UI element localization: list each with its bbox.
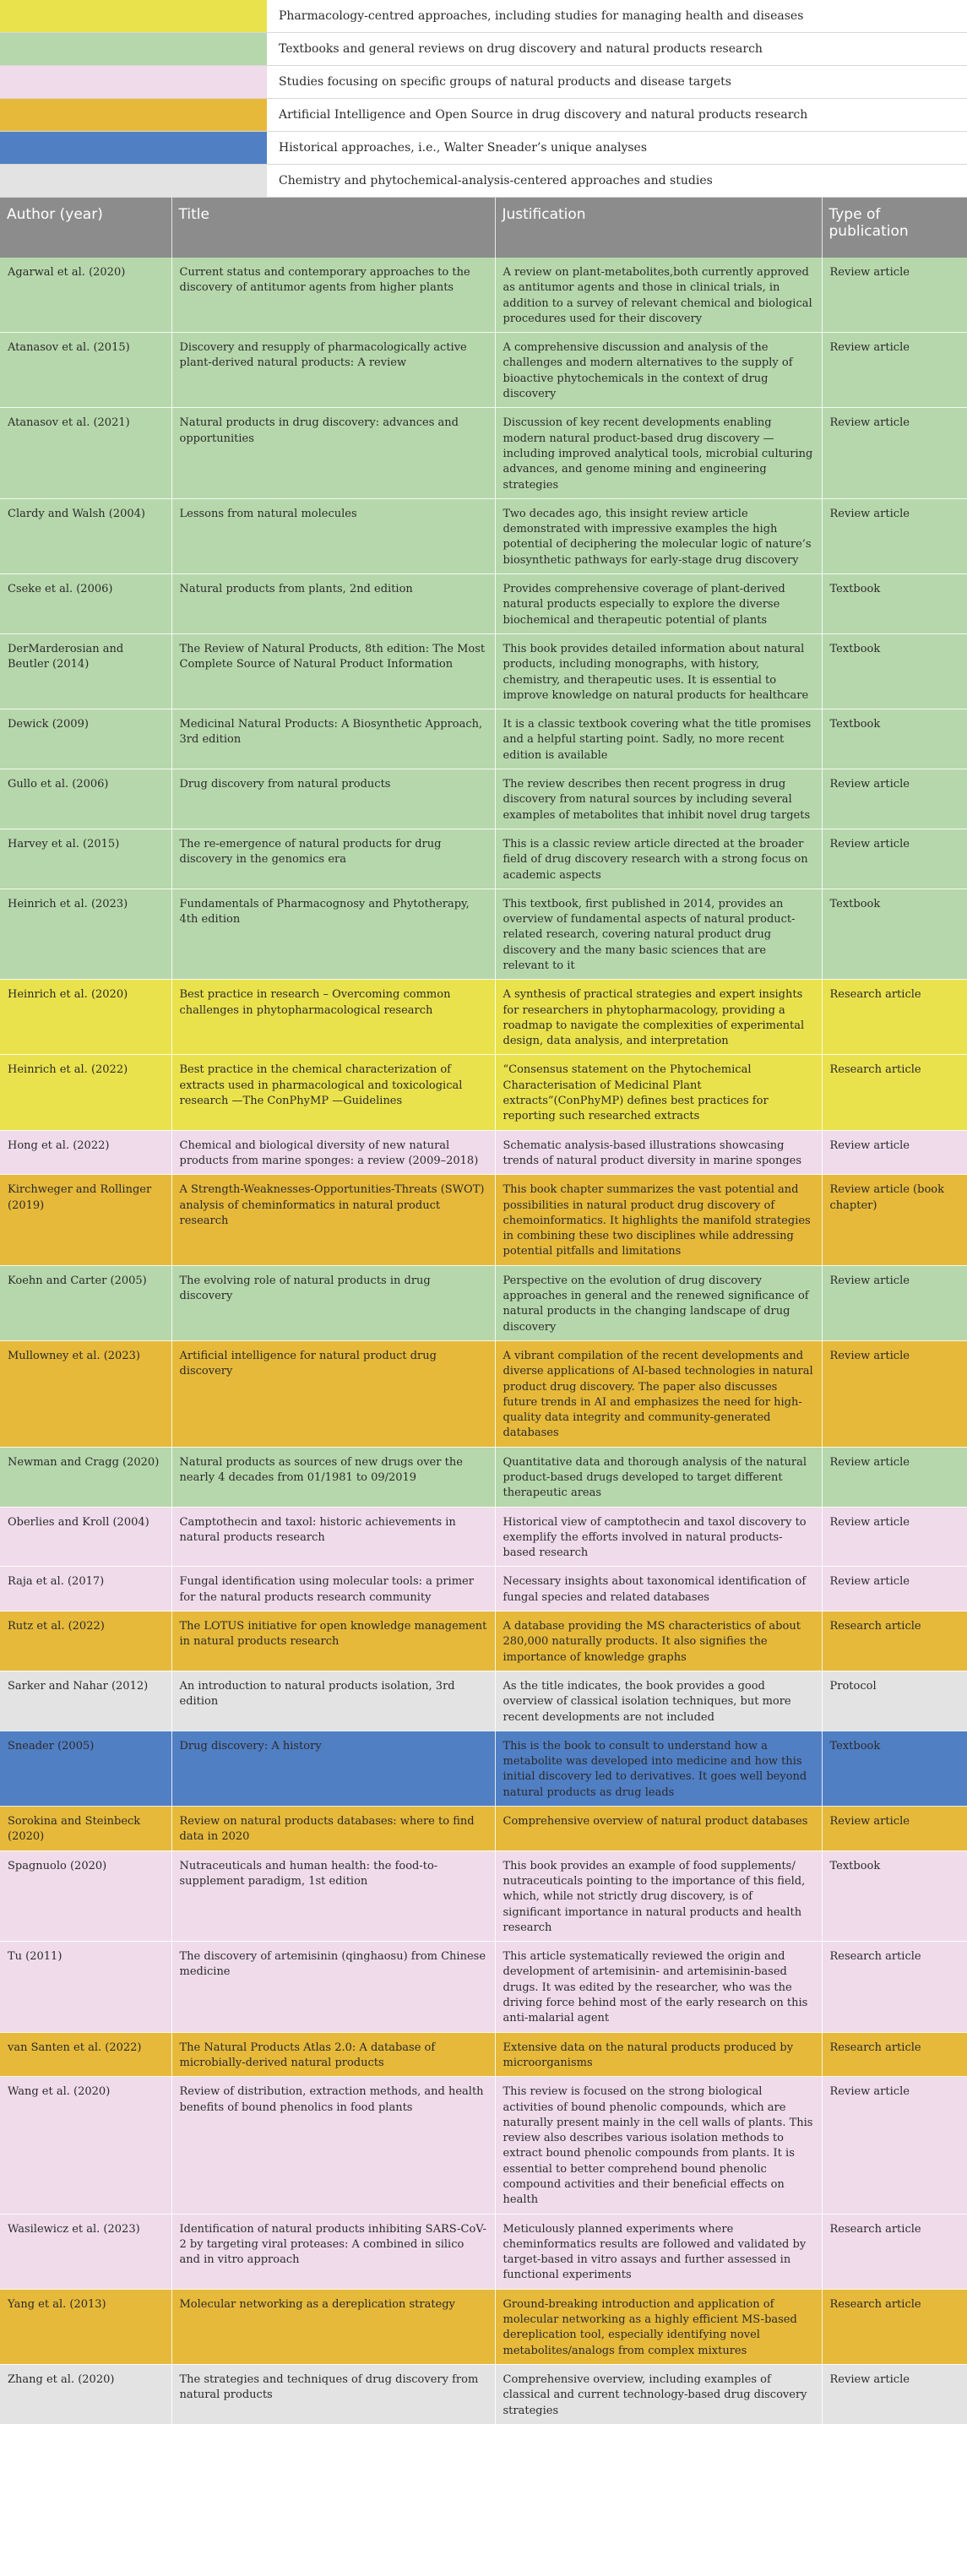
cell-title: Medicinal Natural Products: A Biosynthetic Approach, 3rd edition <box>171 709 495 769</box>
cell-justification: Perspective on the evolution of drug discovery approaches in general and the renewed significance of natural products in the changing landscape of drug discovery <box>495 1265 822 1340</box>
cell-title: Drug discovery from natural products <box>171 769 495 829</box>
legend-row <box>0 33 967 66</box>
cell-publication-type: Textbook <box>822 1850 967 1941</box>
cell-justification: Discussion of key recent developments enabling modern natural product-based drug discovery — including improved analytical tools, microbial culturing advances, and genome mining and engineering strategies <box>495 408 822 498</box>
cell-author: DerMarderosian and Beutler (2014) <box>0 633 171 709</box>
cell-justification: Provides comprehensive coverage of plant-derived natural products especially to explore the diverse biochemical and therapeutic potential of plants <box>495 574 822 634</box>
cell-publication-type: Review article <box>822 769 967 829</box>
cell-title: Nutraceuticals and human health: the food-to-supplement paradigm, 1st edition <box>171 1850 495 1941</box>
table-row <box>0 709 967 769</box>
cell-title: The evolving role of natural products in drug discovery <box>171 1265 495 1340</box>
cell-justification: A synthesis of practical strategies and expert insights for researchers in phytopharmacology, providing a roadmap to navigate the complexities of experimental design, data analysis, and interpretation <box>495 980 822 1055</box>
table-row <box>0 258 967 333</box>
cell-title: The re-emergence of natural products for drug discovery in the genomics era <box>171 829 495 889</box>
cell-title: An introduction to natural products isolation, 3rd edition <box>171 1671 495 1731</box>
cell-publication-type: Textbook <box>822 1731 967 1806</box>
cell-author: Rutz et al. (2022) <box>0 1611 171 1671</box>
table-row <box>0 1850 967 1941</box>
header-type: Type of publication <box>822 198 967 258</box>
cell-justification: As the title indicates, the book provides a good overview of classical isolation techniques, but more recent developments are not included <box>495 1671 822 1731</box>
table-header-row <box>0 198 967 258</box>
legend-label: Historical approaches, i.e., Walter Sneader’s unique analyses <box>267 132 967 164</box>
table-row <box>0 769 967 829</box>
cell-author: Hong et al. (2022) <box>0 1130 171 1175</box>
cell-title: Artificial intelligence for natural product drug discovery <box>171 1340 495 1447</box>
cell-publication-type: Research article <box>822 1611 967 1671</box>
cell-title: A Strength-Weaknesses-Opportunities-Threats (SWOT) analysis of cheminformatics in natural product research <box>171 1175 495 1265</box>
cell-justification: A database providing the MS characteristics of about 280,000 naturally products. It also signifies the importance of knowledge graphs <box>495 1611 822 1671</box>
cell-publication-type: Review article <box>822 829 967 889</box>
cell-justification: This is the book to consult to understand how a metabolite was developed into medicine and how this initial discovery led to derivatives. It goes well beyond natural products as drug leads <box>495 1731 822 1806</box>
legend-color-swatch <box>0 0 267 32</box>
table-row <box>0 1447 967 1507</box>
cell-author: Agarwal et al. (2020) <box>0 258 171 333</box>
cell-publication-type: Research article <box>822 2214 967 2289</box>
cell-title: Review on natural products databases: where to find data in 2020 <box>171 1807 495 1851</box>
cell-publication-type: Review article <box>822 258 967 333</box>
cell-title: Current status and contemporary approaches to the discovery of antitumor agents from higher plants <box>171 258 495 333</box>
cell-publication-type: Textbook <box>822 709 967 769</box>
cell-publication-type: Research article <box>822 2289 967 2364</box>
cell-author: Wasilewicz et al. (2023) <box>0 2214 171 2289</box>
cell-publication-type: Research article <box>822 1942 967 2032</box>
cell-title: Fundamentals of Pharmacognosy and Phytotherapy, 4th edition <box>171 889 495 979</box>
legend-label: Chemistry and phytochemical-analysis-centered approaches and studies <box>267 165 967 197</box>
cell-publication-type: Review article (book chapter) <box>822 1175 967 1265</box>
cell-justification: This textbook, first published in 2014, provides an overview of fundamental aspects of natural product-related research, covering natural product drug discovery and the many basic sciences that are relevant to it <box>495 889 822 979</box>
cell-publication-type: Review article <box>822 333 967 408</box>
cell-author: Mullowney et al. (2023) <box>0 1340 171 1447</box>
cell-justification: A vibrant compilation of the recent developments and diverse applications of AI-based technologies in natural product drug discovery. The paper also discusses future trends in AI and emphasizes the need for high-quality data integrity and community-generated databases <box>495 1340 822 1447</box>
cell-justification: Meticulously planned experiments where cheminformatics results are followed and validated by target-based in vitro assays and further assessed in functional experiments <box>495 2214 822 2289</box>
table-row <box>0 1611 967 1671</box>
legend-color-swatch <box>0 132 267 164</box>
cell-author: Clardy and Walsh (2004) <box>0 498 171 573</box>
cell-author: Tu (2011) <box>0 1942 171 2032</box>
cell-justification: This book provides detailed information about natural products, including monographs, with history, chemistry, and therapeutic uses. It is essential to improve knowledge on natural products for healthcare <box>495 633 822 709</box>
cell-author: Dewick (2009) <box>0 709 171 769</box>
cell-justification: This is a classic review article directed at the broader field of drug discovery research with a strong focus on academic aspects <box>495 829 822 889</box>
cell-author: Yang et al. (2013) <box>0 2289 171 2364</box>
header-author: Author (year) <box>0 198 171 258</box>
table-row <box>0 1130 967 1175</box>
table-row <box>0 1265 967 1340</box>
table-row <box>0 2077 967 2214</box>
table-row <box>0 1731 967 1806</box>
table-row <box>0 1567 967 1611</box>
table-row <box>0 333 967 408</box>
cell-author: Heinrich et al. (2023) <box>0 889 171 979</box>
legend-color-swatch <box>0 99 267 131</box>
table-body <box>0 258 967 2424</box>
table-row <box>0 1507 967 1567</box>
cell-publication-type: Review article <box>822 498 967 573</box>
legend-label: Studies focusing on specific groups of natural products and disease targets <box>267 66 967 98</box>
cell-author: Atanasov et al. (2015) <box>0 333 171 408</box>
cell-publication-type: Textbook <box>822 889 967 979</box>
cell-title: Discovery and resupply of pharmacologically active plant-derived natural products: A review <box>171 333 495 408</box>
table-row <box>0 1807 967 1851</box>
cell-publication-type: Review article <box>822 408 967 498</box>
cell-title: Drug discovery: A history <box>171 1731 495 1806</box>
table-row <box>0 829 967 889</box>
table-row <box>0 2214 967 2289</box>
cell-title: The discovery of artemisinin (qinghaosu) from Chinese medicine <box>171 1942 495 2032</box>
cell-publication-type: Review article <box>822 1130 967 1175</box>
cell-title: Identification of natural products inhibiting SARS-CoV-2 by targeting viral proteases: A combined in silico and in vitro approach <box>171 2214 495 2289</box>
legend-label: Artificial Intelligence and Open Source in drug discovery and natural products research <box>267 99 967 131</box>
legend-label: Textbooks and general reviews on drug discovery and natural products research <box>267 33 967 65</box>
cell-publication-type: Review article <box>822 1807 967 1851</box>
cell-publication-type: Protocol <box>822 1671 967 1731</box>
cell-title: Camptothecin and taxol: historic achievements in natural products research <box>171 1507 495 1567</box>
table-row <box>0 1942 967 2032</box>
cell-title: Best practice in the chemical characterization of extracts used in pharmacological and toxicological research —The ConPhyMP —Guidelines <box>171 1055 495 1130</box>
cell-title: Natural products in drug discovery: advances and opportunities <box>171 408 495 498</box>
cell-justification: A comprehensive discussion and analysis of the challenges and modern alternatives to the supply of bioactive phytochemicals in the context of drug discovery <box>495 333 822 408</box>
table-row <box>0 1340 967 1447</box>
table-row <box>0 408 967 498</box>
cell-publication-type: Research article <box>822 2032 967 2077</box>
table-row <box>0 2364 967 2424</box>
cell-author: Spagnuolo (2020) <box>0 1850 171 1941</box>
cell-justification: This article systematically reviewed the origin and development of artemisinin- and artemisinin-based drugs. It was edited by the researcher, who was the driving force behind most of the early research on this anti-malarial agent <box>495 1942 822 2032</box>
cell-title: Best practice in research – Overcoming common challenges in phytopharmacological research <box>171 980 495 1055</box>
legend-row <box>0 99 967 132</box>
cell-author: Atanasov et al. (2021) <box>0 408 171 498</box>
cell-author: Wang et al. (2020) <box>0 2077 171 2214</box>
cell-publication-type: Review article <box>822 1567 967 1611</box>
cell-justification: The review describes then recent progress in drug discovery from natural sources by including several examples of metabolites that inhibit novel drug targets <box>495 769 822 829</box>
table-row <box>0 574 967 634</box>
cell-author: Kirchweger and Rollinger (2019) <box>0 1175 171 1265</box>
cell-author: Heinrich et al. (2020) <box>0 980 171 1055</box>
cell-title: Chemical and biological diversity of new natural products from marine sponges: a review (2009–2018) <box>171 1130 495 1175</box>
cell-justification: Necessary insights about taxonomical identification of fungal species and related databases <box>495 1567 822 1611</box>
cell-author: Koehn and Carter (2005) <box>0 1265 171 1340</box>
table-row <box>0 1671 967 1731</box>
cell-author: Gullo et al. (2006) <box>0 769 171 829</box>
table-row <box>0 1055 967 1130</box>
cell-author: Harvey et al. (2015) <box>0 829 171 889</box>
legend-row <box>0 132 967 165</box>
cell-justification: Quantitative data and thorough analysis of the natural product-based drugs developed to target different therapeutic areas <box>495 1447 822 1507</box>
legend-row <box>0 165 967 198</box>
cell-justification: “Consensus statement on the Phytochemical Characterisation of Medicinal Plant extracts”(ConPhyMP) defines best practices for reporting such researched extracts <box>495 1055 822 1130</box>
cell-title: Fungal identification using molecular tools: a primer for the natural products research community <box>171 1567 495 1611</box>
table-row <box>0 498 967 573</box>
cell-publication-type: Research article <box>822 1055 967 1130</box>
cell-author: van Santen et al. (2022) <box>0 2032 171 2077</box>
cell-title: The strategies and techniques of drug discovery from natural products <box>171 2364 495 2424</box>
cell-publication-type: Textbook <box>822 633 967 709</box>
cell-author: Oberlies and Kroll (2004) <box>0 1507 171 1567</box>
cell-title: Natural products from plants, 2nd edition <box>171 574 495 634</box>
cell-title: The LOTUS initiative for open knowledge management in natural products research <box>171 1611 495 1671</box>
cell-justification: Schematic analysis-based illustrations showcasing trends of natural product diversity in marine sponges <box>495 1130 822 1175</box>
legend-label: Pharmacology-centred approaches, including studies for managing health and diseases <box>267 0 967 32</box>
cell-author: Sarker and Nahar (2012) <box>0 1671 171 1731</box>
cell-title: Lessons from natural molecules <box>171 498 495 573</box>
cell-publication-type: Review article <box>822 1507 967 1567</box>
legend-color-swatch <box>0 165 267 197</box>
cell-justification: Two decades ago, this insight review article demonstrated with impressive examples the high potential of deciphering the molecular logic of nature’s biosynthetic pathways for early-stage drug discovery <box>495 498 822 573</box>
cell-author: Sneader (2005) <box>0 1731 171 1806</box>
cell-author: Sorokina and Steinbeck (2020) <box>0 1807 171 1851</box>
cell-publication-type: Review article <box>822 2364 967 2424</box>
table-row <box>0 633 967 709</box>
cell-publication-type: Textbook <box>822 574 967 634</box>
legend-color-swatch <box>0 66 267 98</box>
cell-justification: Historical view of camptothecin and taxol discovery to exemplify the efforts involved in natural products-based research <box>495 1507 822 1567</box>
cell-publication-type: Research article <box>822 980 967 1055</box>
cell-justification: Comprehensive overview, including examples of classical and current technology-based drug discovery strategies <box>495 2364 822 2424</box>
cell-justification: This book provides an example of food supplements/ nutraceuticals pointing to the importance of this field, which, while not strictly drug discovery, is of significant importance in natural products and health research <box>495 1850 822 1941</box>
category-legend <box>0 0 967 198</box>
cell-justification: Ground-breaking introduction and application of molecular networking as a highly efficient MS-based dereplication tool, especially identifying novel metabolites/analogs from complex mixtures <box>495 2289 822 2364</box>
cell-justification: This review is focused on the strong biological activities of bound phenolic compounds, which are naturally present mainly in the cell walls of plants. This review also describes various isolation methods to extract bound phenolic compounds from plants. It is essential to better comprehend bound phenolic compound activities and their beneficial effects on health <box>495 2077 822 2214</box>
cell-author: Cseke et al. (2006) <box>0 574 171 634</box>
cell-publication-type: Review article <box>822 1340 967 1447</box>
table-row <box>0 1175 967 1265</box>
table-row <box>0 980 967 1055</box>
cell-justification: Comprehensive overview of natural product databases <box>495 1807 822 1851</box>
legend-color-swatch <box>0 33 267 65</box>
table-row <box>0 2289 967 2364</box>
header-title: Title <box>171 198 495 258</box>
cell-title: Review of distribution, extraction methods, and health benefits of bound phenolics in food plants <box>171 2077 495 2214</box>
cell-title: Natural products as sources of new drugs over the nearly 4 decades from 01/1981 to 09/2019 <box>171 1447 495 1507</box>
cell-justification: This book chapter summarizes the vast potential and possibilities in natural product drug discovery of chemoinformatics. It highlights the manifold strategies in combining these two disciplines while addressing potential pitfalls and limitations <box>495 1175 822 1265</box>
cell-title: Molecular networking as a dereplication strategy <box>171 2289 495 2364</box>
legend-row <box>0 66 967 99</box>
legend-row <box>0 0 967 33</box>
cell-publication-type: Review article <box>822 1447 967 1507</box>
header-justification: Justification <box>495 198 822 258</box>
cell-justification: It is a classic textbook covering what the title promises and a helpful starting point. Sadly, no more recent edition is available <box>495 709 822 769</box>
cell-justification: A review on plant-metabolites,both currently approved as antitumor agents and those in clinical trials, in addition to a survey of relevant chemical and biological procedures used for their discovery <box>495 258 822 333</box>
cell-author: Raja et al. (2017) <box>0 1567 171 1611</box>
cell-title: The Natural Products Atlas 2.0: A database of microbially-derived natural products <box>171 2032 495 2077</box>
cell-justification: Extensive data on the natural products produced by microorganisms <box>495 2032 822 2077</box>
cell-author: Newman and Cragg (2020) <box>0 1447 171 1507</box>
literature-table <box>0 198 967 2425</box>
cell-author: Heinrich et al. (2022) <box>0 1055 171 1130</box>
cell-publication-type: Review article <box>822 2077 967 2214</box>
cell-title: The Review of Natural Products, 8th edition: The Most Complete Source of Natural Product Information <box>171 633 495 709</box>
table-row <box>0 2032 967 2077</box>
table-row <box>0 889 967 979</box>
cell-publication-type: Review article <box>822 1265 967 1340</box>
cell-author: Zhang et al. (2020) <box>0 2364 171 2424</box>
